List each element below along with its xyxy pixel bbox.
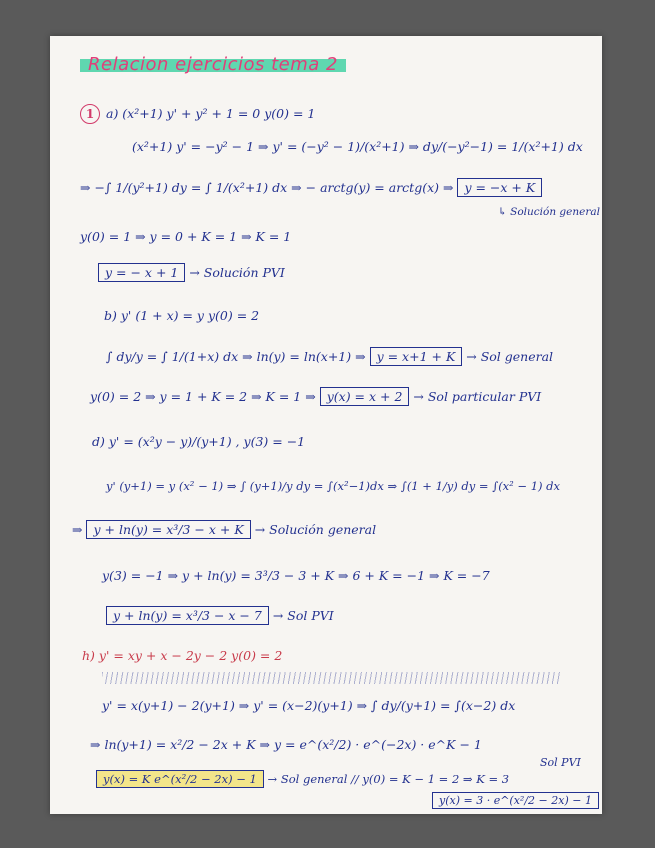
exercise-h-statement: h) y' = xy + x − 2y − 2 y(0) = 2 — [82, 648, 283, 663]
h-pvi-solution — [432, 794, 599, 807]
exercise-h-step-1: y' = x(y+1) − 2(y+1) ⇒ y' = (x−2)(y+1) ⇒ ∫ dy/(y+1) = ∫(x−2) dx — [102, 698, 516, 713]
exercise-a-constant: y(0) = 1 ⇒ y = 0 + K = 1 ⇒ K = 1 — [80, 229, 292, 244]
exercise-number: 1 — [80, 104, 100, 124]
exercise-d-step-2: y(3) = −1 ⇒ y + ln(y) = 3³/3 − 3 + K ⇒ 6 + K = −1 ⇒ K = −7 — [102, 568, 490, 583]
exercise-a-step-1: (x²+1) y' = −y² − 1 ⇒ y' = (−y² − 1)/(x²+1) ⇒ dy/(−y²−1) = 1/(x²+1) dx — [132, 139, 583, 154]
crossed-out-scribble — [102, 672, 562, 684]
general-solution-box: y = −x + K — [457, 178, 542, 197]
d-pvi-box: y + ln(y) = x³/3 − x − 7 — [106, 606, 269, 625]
h-pvi-box: y(x) = 3 · e^(x²/2 − 2x) − 1 — [432, 792, 599, 809]
pvi-solution-box: y = − x + 1 — [98, 263, 185, 282]
exercise-b-step-1: ∫ dy/y = ∫ 1/(1+x) dx ⇒ ln(y) = ln(x+1) ⇒ y = x+1 + K → Sol general — [106, 349, 554, 364]
general-solution-note: ↳ Solución general — [498, 206, 600, 218]
exercise-h-general: y(x) = K e^(x²/2 − 2x) − 1 → Sol general // y(0) = K − 1 = 2 ⇒ K = 3 — [96, 772, 509, 786]
exercise-b-statement: b) y' (1 + x) = y y(0) = 2 — [104, 308, 260, 323]
exercise-a-statement: 1 a) (x²+1) y' + y² + 1 = 0 y(0) = 1 — [80, 104, 315, 124]
exercise-a-pvi: y = − x + 1 → Solución PVI — [98, 265, 285, 280]
exercise-d-step-1: y' (y+1) = y (x² − 1) ⇒ ∫ (y+1)/y dy = ∫(x²−1)dx ⇒ ∫(1 + 1/y) dy = ∫(x² − 1) dx — [106, 479, 561, 493]
notebook-page — [50, 36, 602, 814]
exercise-a-step-2: ⇒ −∫ 1/(y²+1) dy = ∫ 1/(x²+1) dx ⇒ − arctg(y) = arctg(x) ⇒ y = −x + K — [80, 180, 542, 195]
exercise-h-step-2: ⇒ ln(y+1) = x²/2 − 2x + K ⇒ y = e^(x²/2) · e^(−2x) · e^K − 1 — [90, 737, 482, 752]
b-pvi-box: y(x) = x + 2 — [320, 387, 410, 406]
exercise-d-pvi: y + ln(y) = x³/3 − x − 7 → Sol PVI — [106, 608, 334, 623]
b-general-box: y = x+1 + K — [370, 347, 463, 366]
exercise-b-step-2: y(0) = 2 ⇒ y = 1 + K = 2 ⇒ K = 1 ⇒ y(x) = x + 2 → Sol particular PVI — [90, 389, 542, 404]
exercise-d-statement: d) y' = (x²y − y)/(y+1) , y(3) = −1 — [92, 434, 306, 449]
h-general-box: y(x) = K e^(x²/2 − 2x) − 1 — [96, 770, 264, 788]
page-title: Relacion ejercicios tema 2 — [80, 54, 346, 75]
exercise-d-general: ⇒ y + ln(y) = x³/3 − x + K → Solución general — [72, 522, 377, 537]
d-general-box: y + ln(y) = x³/3 − x + K — [86, 520, 250, 539]
h-pvi-label: Sol PVI — [540, 756, 581, 769]
